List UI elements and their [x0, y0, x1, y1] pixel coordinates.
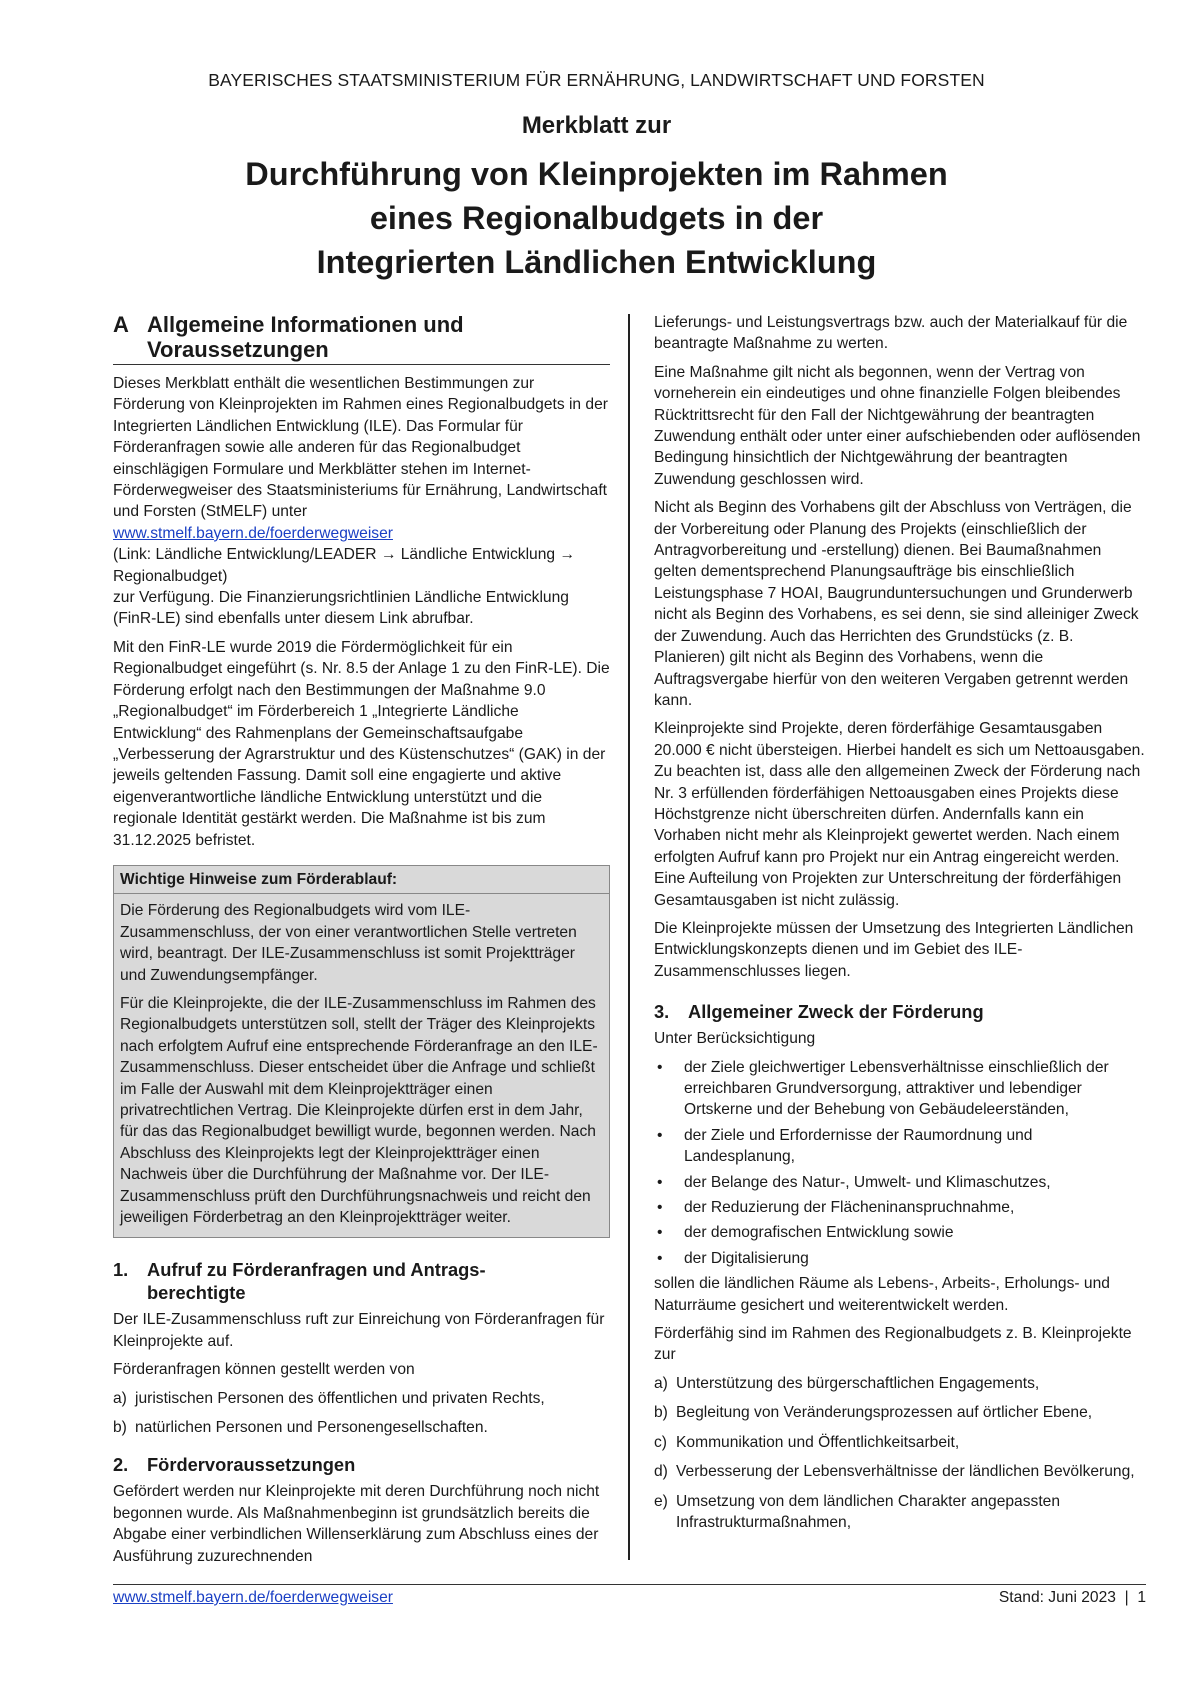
- list-key: c): [654, 1433, 667, 1451]
- paragraph: Nicht als Beginn des Vorhabens gilt der Abschluss von Verträgen, die der Vorbereitung oder Planung des Projekts (einschließlich der Antragvorbereitung und -erstellung) dienen. Bei Baumaßnahmen gelten dementsprechend Planungsaufträge bis einschließlich Leistungsphase 7 HOAI, Baugrunduntersuchungen und Grunderwerb nicht als Beginn des Vorhabens, es sei denn, sie sind alleiniger Zweck der Zuwendung. Auch das Herrichten des Grundstücks (z. B. Planieren) gilt nicht als Beginn des Vorhabens, wenn die Auftragsvergabe hierfür von den weiteren Vergaben getrennt werden kann.: [654, 499, 1139, 709]
- paragraph: Die Förderung des Regionalbudgets wird vom ILE-Zusammenschluss, der von einer verantwortlichen Stelle vertreten wird, beantragt. Der ILE-Zusammenschluss ist somit Projektträger und Zuwendungsempfänger.: [120, 902, 577, 984]
- paragraph: Unter Berücksichtigung: [654, 1030, 816, 1048]
- column-divider: [628, 314, 630, 1560]
- bullet-icon: •: [657, 1249, 663, 1267]
- list-key: b): [654, 1404, 668, 1422]
- document-subtitle: Merkblatt zur: [521, 112, 672, 139]
- list-text: juristischen Personen des öffentlichen und privaten Rechts,: [135, 1389, 545, 1407]
- bullet-item: [654, 1125, 1146, 1168]
- paragraph: Die Kleinprojekte müssen der Umsetzung des Integrierten Ländlichen Entwicklungskonzepts dienen und im Gebiet des ILE-Zusammenschlusses liegen.: [654, 919, 1134, 980]
- section-a-heading: [113, 312, 610, 365]
- list-item: [654, 1373, 1146, 1394]
- list-text: Verbesserung der Lebensverhältnisse der ländlichen Bevölkerung,: [676, 1463, 1135, 1481]
- right-column: [654, 312, 1146, 1541]
- bullet-item: [654, 1222, 1146, 1243]
- section-a-intro-end: zur Verfügung. Die Finanzierungsrichtlinien Ländliche Entwicklung (FinR-LE) sind ebenfalls unter diesem Link abrufbar.: [113, 589, 569, 628]
- list-item: [654, 1432, 1146, 1453]
- bullet-item: [654, 1172, 1146, 1193]
- section-a-letter: A: [113, 312, 129, 337]
- section-number: 2.: [113, 1454, 129, 1476]
- paragraph: Eine Maßnahme gilt nicht als begonnen, wenn der Vertrag von vorneherein ein eindeutiges und ohne finanzielle Folgen bleibendes Rücktrittsrecht für den Fall der Nichtgewährung der beantragten Zuwendung enthält oder unter einer aufschiebenden oder auflösenden Bedingung hinsichtlich der Nichtgewährung der beantragten Zuwendung geschlossen wird.: [654, 363, 1141, 488]
- paragraph: [113, 373, 610, 630]
- left-column: [113, 312, 610, 1574]
- bullet-item: [654, 1057, 1146, 1121]
- paragraph: Kleinprojekte sind Projekte, deren förderfähige Gesamtausgaben 20.000 € nicht übersteigen. Hierbei handelt es sich um Nettoausgaben. Zu beachten ist, dass alle den allgemeinen Zweck der Förderung nach Nr. 3 erfüllenden förderfähigen Nettoausgaben eines Projekts diese Höchstgrenze nicht überschreiten dürfen. Andernfalls kann ein Vorhaben nicht mehr als Kleinprojekt gewertet werden. Nach einem erfolgten Aufruf kann pro Projekt nur ein Antrag eingereicht werden. Eine Aufteilung von Projekten zur Unterschreitung der förderfähigen Gesamtausgaben ist nicht zulässig.: [654, 720, 1145, 909]
- section-a-intro: Dieses Merkblatt enthält die wesentlichen Bestimmungen zur Förderung von Kleinprojekten im Rahmen eines Regionalbudgets in der Integrierten Ländlichen Entwicklung (ILE). Das Formular für Förderanfragen sowie alle anderen für das Regionalbudget einschlägigen Formulare und Merkblätter stehen im Internet-Förderwegweiser des Staatsministeriums für Ernährung, Landwirtschaft und Forsten (StMELF) unter: [113, 375, 608, 521]
- bullet-text: der Digitalisierung: [684, 1249, 809, 1267]
- paragraph: Für die Kleinprojekte, die der ILE-Zusammenschluss im Rahmen des Regionalbudgets unterstützen soll, stellt der Träger des Kleinprojekts nach erfolgtem Aufruf eine entsprechende Förderanfrage an den ILE-Zusammenschluss. Dieser entscheidet über die Anfrage und schließt im Falle der Auswahl mit dem Kleinprojektträger einen privatrechtlichen Vertrag. Die Kleinprojekte dürfen erst in dem Jahr, für das das Regionalbudget bewilligt wurde, begonnen werden. Nach Abschluss des Kleinprojekts legt der Kleinprojektträger einen Nachweis über die Durchführung der Maßnahme vor. Der ILE-Zusammenschluss prüft den Durchführungsnachweis und reicht den jeweiligen Förderbetrag an den Kleinprojektträger weiter.: [120, 994, 598, 1227]
- paragraph: sollen die ländlichen Räume als Lebens-, Arbeits-, Erholungs- und Naturräume gesichert und weiterentwickelt werden.: [654, 1275, 1110, 1314]
- section-1-title-1: Aufruf zu Förderanfragen und Antrags-: [147, 1259, 486, 1281]
- list-text: Umsetzung von dem ländlichen Charakter angepassten Infrastrukturmaßnahmen,: [676, 1492, 1061, 1531]
- list-item: [654, 1461, 1146, 1482]
- important-notes-box: [113, 865, 610, 1239]
- box-body: [114, 894, 609, 1237]
- section-1-title-2: berechtigte: [147, 1282, 246, 1304]
- list-item: [113, 1417, 610, 1438]
- list-item: [654, 1491, 1146, 1534]
- paragraph: Lieferungs- und Leistungsvertrags bzw. auch der Materialkauf für die beantragte Maßnahme zu werten.: [654, 314, 1128, 353]
- paragraph: Gefördert werden nur Kleinprojekte mit deren Durchführung noch nicht begonnen wurde. Als Maßnahmenbeginn ist grundsätzlich bereits die Abgabe einer verbindlichen Willenserklärung zum Abschluss eines der Ausführung zuzurechnenden: [113, 1483, 600, 1565]
- list-text: natürlichen Personen und Personengesellschaften.: [135, 1419, 488, 1437]
- bullet-icon: •: [657, 1058, 663, 1076]
- section-number: 3.: [654, 1001, 670, 1023]
- footer-rule: [113, 1584, 1146, 1585]
- title-line-2: eines Regionalbudgets in der: [369, 200, 824, 236]
- section-a-title-2: Voraussetzungen: [147, 337, 329, 362]
- bullet-item: [654, 1248, 1146, 1269]
- box-heading: Wichtige Hinweise zum Förderablauf:: [114, 866, 609, 894]
- bullet-item: [654, 1197, 1146, 1218]
- list-key: e): [654, 1492, 668, 1510]
- foerderwegweiser-link[interactable]: www.stmelf.bayern.de/foerderwegweiser: [113, 524, 393, 542]
- list-key: b): [113, 1419, 127, 1437]
- bullet-text: der Reduzierung der Flächeninanspruchnahme,: [684, 1199, 1015, 1217]
- bullet-text: der Ziele gleichwertiger Lebensverhältnisse einschließlich der erreichbaren Grundversorgung, attraktiver und lebendiger Ortskerne und der Behebung von Gebäudeleerständen,: [684, 1058, 1109, 1119]
- paragraph: Mit den FinR-LE wurde 2019 die Fördermöglichkeit für ein Regionalbudget eingeführt (s. Nr. 8.5 der Anlage 1 zu den FinR-LE). Die Förderung erfolgt nach den Bestimmungen der Maßnahme 9.0 „Regionalbudget“ im Förderbereich 1 „Integrierte Ländliche Entwicklung“ des Rahmenplans der Gemeinschaftsaufgabe „Verbesserung der Agrarstruktur und des Küstenschutzes“ (GAK) in der jeweils geltenden Fassung. Damit soll eine engagierte und aktive eigenverantwortliche ländliche Entwicklung unterstützt und die regionale Identität gestärkt werden. Die Maßnahme ist bis zum 31.12.2025 befristet.: [113, 638, 610, 849]
- link-path: (Link: Ländliche Entwicklung/LEADER → Ländliche Entwicklung → Regionalbudget): [113, 546, 575, 585]
- paragraph: Förderanfragen können gestellt werden von: [113, 1361, 415, 1379]
- list-text: Kommunikation und Öffentlichkeitsarbeit,: [676, 1433, 960, 1451]
- section-2-heading: [113, 1453, 610, 1476]
- paragraph: Der ILE-Zusammenschluss ruft zur Einreichung von Förderanfragen für Kleinprojekte auf.: [113, 1311, 605, 1350]
- section-number: 1.: [113, 1259, 129, 1281]
- list-item: [113, 1388, 610, 1409]
- title-line-1: Durchführung von Kleinprojekten im Rahmen: [245, 156, 948, 192]
- section-a-title-1: Allgemeine Informationen und: [147, 312, 464, 337]
- list-text: Begleitung von Veränderungsprozessen auf örtlicher Ebene,: [676, 1404, 1093, 1422]
- section-3-heading: [654, 1000, 1146, 1023]
- ministry-header: BAYERISCHES STAATSMINISTERIUM FÜR ERNÄHRUNG, LANDWIRTSCHAFT UND FORSTEN: [208, 70, 985, 90]
- list-key: d): [654, 1463, 668, 1481]
- bullet-icon: •: [657, 1126, 663, 1144]
- footer-link[interactable]: www.stmelf.bayern.de/foerderwegweiser: [113, 1589, 393, 1606]
- section-1-heading: [113, 1258, 610, 1304]
- bullet-text: der Belange des Natur-, Umwelt- und Klimaschutzes,: [684, 1173, 1051, 1191]
- footer-page-info: Stand: Juni 2023 | 1: [998, 1589, 1146, 1606]
- list-key: a): [654, 1374, 668, 1392]
- list-item: [654, 1402, 1146, 1423]
- bullet-icon: •: [657, 1199, 663, 1217]
- list-key: a): [113, 1389, 127, 1407]
- list-text: Unterstützung des bürgerschaftlichen Engagements,: [676, 1374, 1040, 1392]
- document-title: [0, 152, 1193, 284]
- bullet-text: der Ziele und Erfordernisse der Raumordnung und Landesplanung,: [684, 1126, 1033, 1166]
- section-2-title: Fördervoraussetzungen: [147, 1454, 356, 1476]
- bullet-icon: •: [657, 1224, 663, 1242]
- bullet-icon: •: [657, 1173, 663, 1191]
- title-line-3: Integrierten Ländlichen Entwicklung: [316, 244, 877, 280]
- bullet-text: der demografischen Entwicklung sowie: [684, 1224, 954, 1242]
- section-3-title: Allgemeiner Zweck der Förderung: [688, 1001, 984, 1023]
- paragraph: Förderfähig sind im Rahmen des Regionalbudgets z. B. Kleinprojekte zur: [654, 1325, 1132, 1364]
